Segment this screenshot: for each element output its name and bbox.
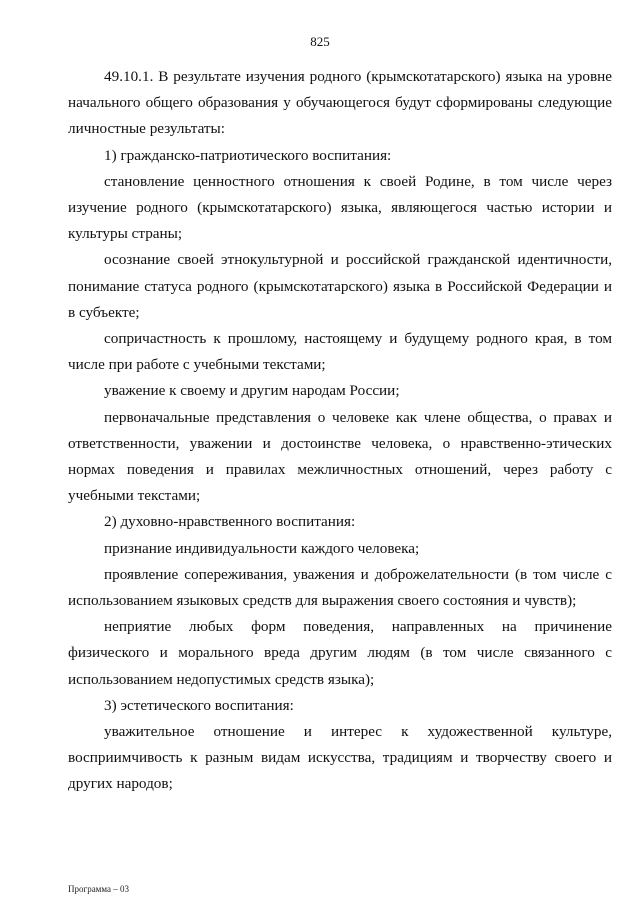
page-number: 825 (310, 34, 330, 49)
section-heading-civic: 1) гражданско-патриотического воспитания: (104, 146, 392, 164)
paragraph: уважительное отношение и интерес к художественной культуре, восприимчивость к разным видам искусства, традициям и творчеству своего и других народов; (68, 723, 612, 793)
document-body (68, 64, 612, 798)
paragraph: признание индивидуальности каждого человека; (104, 539, 420, 557)
paragraph: становление ценностного отношения к своей Родине, в том числе через изучение родного (крымскотатарского) языка, являющегося частью истории и культуры страны; (68, 172, 612, 243)
paragraph: проявление сопереживания, уважения и доброжелательности (в том числе с использованием языковых средств для выражения своего состояния и чувств); (68, 565, 612, 610)
paragraph: уважение к своему и другим народам России; (104, 382, 400, 400)
paragraph: сопричастность к прошлому, настоящему и будущему родного края, в том числе при работе с учебными текстами; (68, 330, 612, 374)
paragraph: осознание своей этнокультурной и российской гражданской идентичности, понимание статуса родного (крымскотатарского) языка в Российской Федерации и в субъекте; (68, 251, 612, 321)
paragraph: неприятие любых форм поведения, направленных на причинение физического и морального вреда другим людям (в том числе связанного с использованием недопустимых средств языка); (68, 618, 612, 688)
footer-label: Программа – 03 (68, 884, 130, 894)
paragraph: первоначальные представления о человеке как члене общества, о правах и ответственности, уважении и достоинстве человека, о нравственно-этических нормах поведения и правилах межличностных отношений, через работу с учебными текстами; (68, 408, 612, 505)
paragraph-intro: 49.10.1. В результате изучения родного (крымскотатарского) языка на уровне начального общего образования у обучающегося будут сформированы следующие личностные результаты: (68, 68, 612, 138)
section-heading-moral: 2) духовно-нравственного воспитания: (104, 513, 356, 531)
section-heading-aesthetic: 3) эстетического воспитания: (104, 696, 294, 714)
